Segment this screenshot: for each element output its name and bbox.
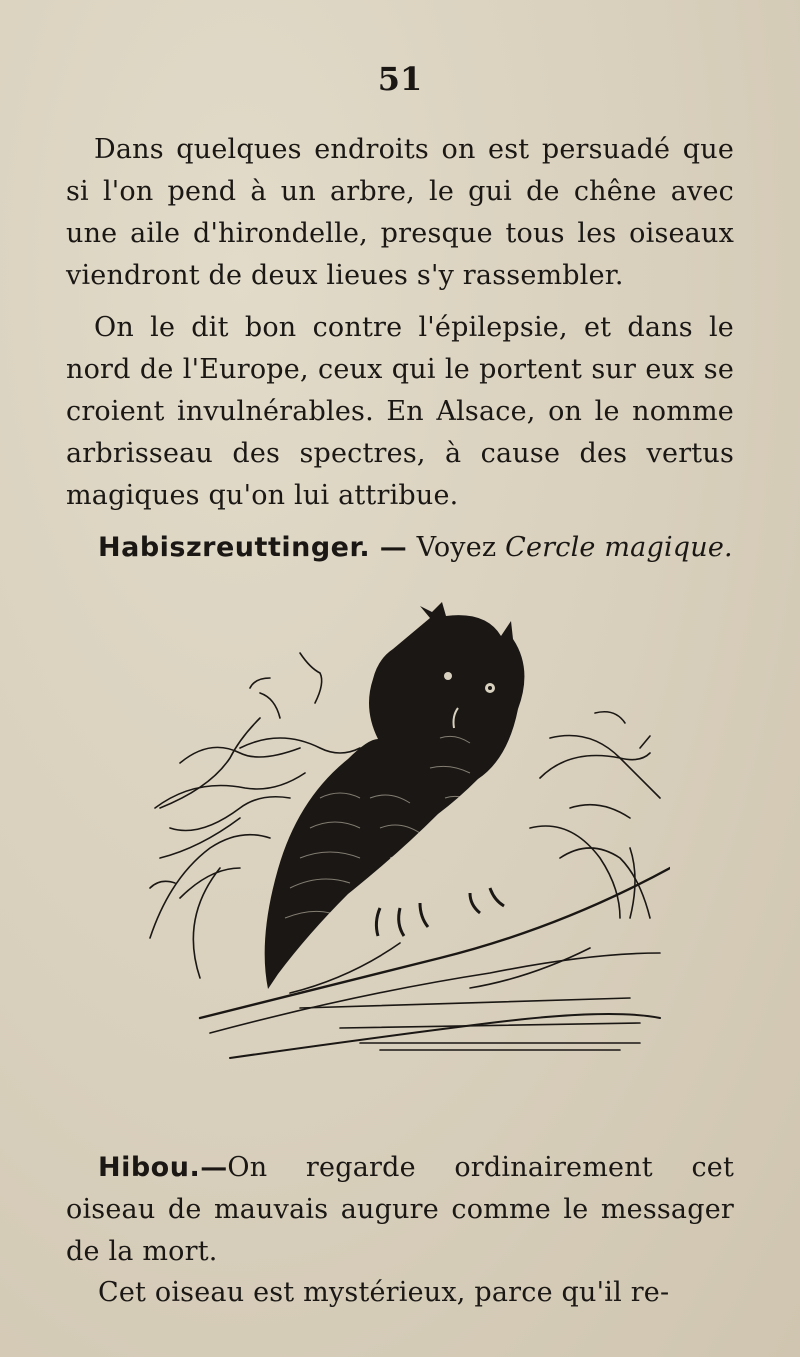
page-number: 51 [377,60,423,98]
paragraph-gui: Dans quelques endroits on est persuadé que si l'on pend à un arbre, le gui de chêne avec une aile d'hirondelle, presque tous les oiseaux viendront de deux lieues s'y rassembler. [66,134,734,291]
entry-head-habiszreuttinger: Habiszreuttinger. [98,532,371,563]
entry-dash: — [370,532,417,563]
entry-hibou [66,1147,734,1273]
entry-dash: — [200,1152,228,1183]
entry-text: Voyez [416,532,506,563]
entry-head-hibou: Hibou. [98,1152,201,1183]
entry-text: On regarde ordinairement cet oiseau de mauvais augure comme le messager de la mort. [66,1152,734,1267]
owl-engraving-icon [140,598,670,1078]
entry-habiszreuttinger [66,527,734,569]
cross-reference-link[interactable]: Cercle magique. [505,532,733,563]
paragraph-epilepsie: On le dit bon contre l'épilepsie, et dans le nord de l'Europe, ceux qui le portent sur eux se croient invulnérables. En Alsace, on le nomme arbrisseau des spectres, à cause des vertus magiques qu'on lui attribue. [66,312,734,511]
paragraph-mysterieux: Cet oiseau est mystérieux, parce qu'il re- [98,1277,670,1308]
